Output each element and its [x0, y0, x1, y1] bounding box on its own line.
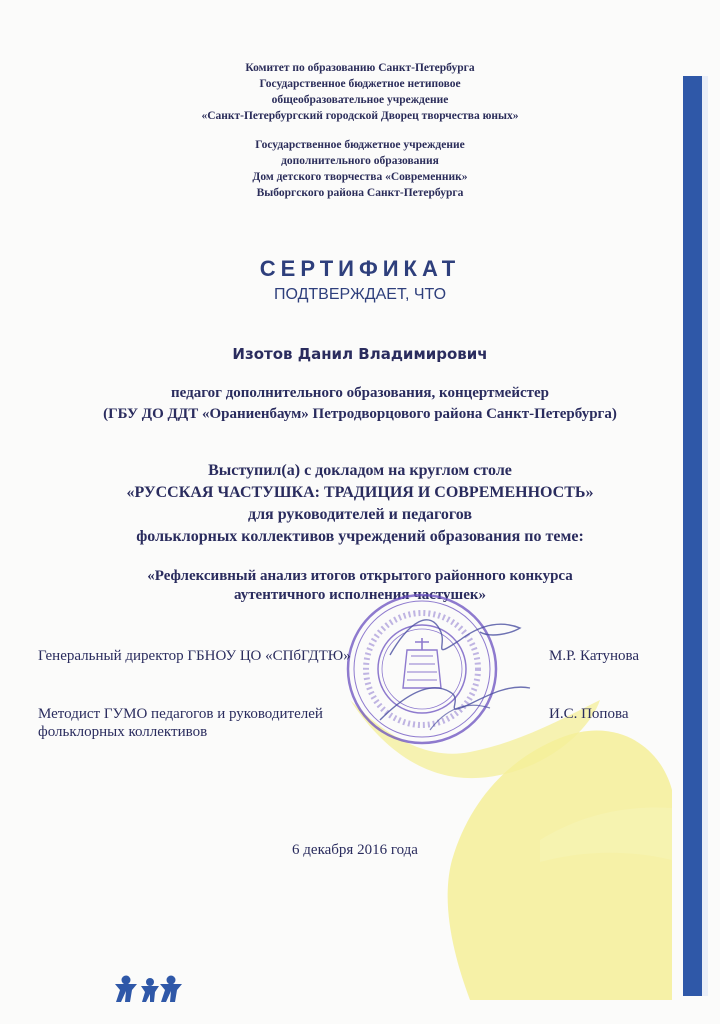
certificate-title: СЕРТИФИКАТ — [259, 256, 461, 281]
topic-line: аутентичного исполнения частушек» — [233, 587, 487, 603]
org-line: Государственное бюджетное учреждение — [255, 139, 465, 151]
signatory-2-name: И.С. Попова — [549, 706, 629, 722]
recipient-name: Изотов Данил Владимирович — [232, 345, 488, 363]
event-line: для руководителей и педагогов — [247, 506, 473, 523]
org-line: Государственное бюджетное нетиповое — [259, 78, 461, 90]
children-logo-icon — [112, 974, 184, 1004]
event-line: фольклорных коллективов учреждений образования по теме: — [136, 528, 584, 545]
recipient-position: педагог дополнительного образования, концертмейстер — [171, 385, 549, 401]
recipient-organization: (ГБУ ДО ДДТ «Ораниенбаум» Петродворцового района Санкт-Петербурга) — [103, 406, 617, 422]
event-line: Выступил(а) с докладом на круглом столе — [208, 462, 512, 479]
org-line: Дом детского творчества «Современник» — [252, 171, 468, 183]
event-line: «РУССКАЯ ЧАСТУШКА: ТРАДИЦИЯ И СОВРЕМЕННОСТЬ» — [126, 484, 594, 501]
topic-line: «Рефлексивный анализ итогов открытого районного конкурса — [147, 568, 573, 584]
org-line: «Санкт-Петербургский городской Дворец творчества юных» — [201, 110, 519, 122]
org-line: Выборгского района Санкт-Петербурга — [256, 187, 464, 199]
handwritten-signatures — [370, 600, 550, 740]
signatory-2-role-cont: фольклорных коллективов — [38, 724, 208, 740]
certificate-subtitle: ПОДТВЕРЖДАЕТ, ЧТО — [273, 286, 447, 303]
org-line: дополнительного образования — [281, 155, 439, 167]
signatory-1-role: Генеральный директор ГБНОУ ЦО «СПбГДТЮ» — [38, 648, 351, 664]
org-line: Комитет по образованию Санкт-Петербурга — [245, 62, 475, 74]
signatory-1-name: М.Р. Катунова — [549, 648, 640, 664]
org-line: общеобразовательное учреждение — [271, 94, 449, 106]
certificate-date: 6 декабря 2016 года — [292, 842, 418, 858]
signatory-2-role: Методист ГУМО педагогов и руководителей — [38, 706, 323, 722]
